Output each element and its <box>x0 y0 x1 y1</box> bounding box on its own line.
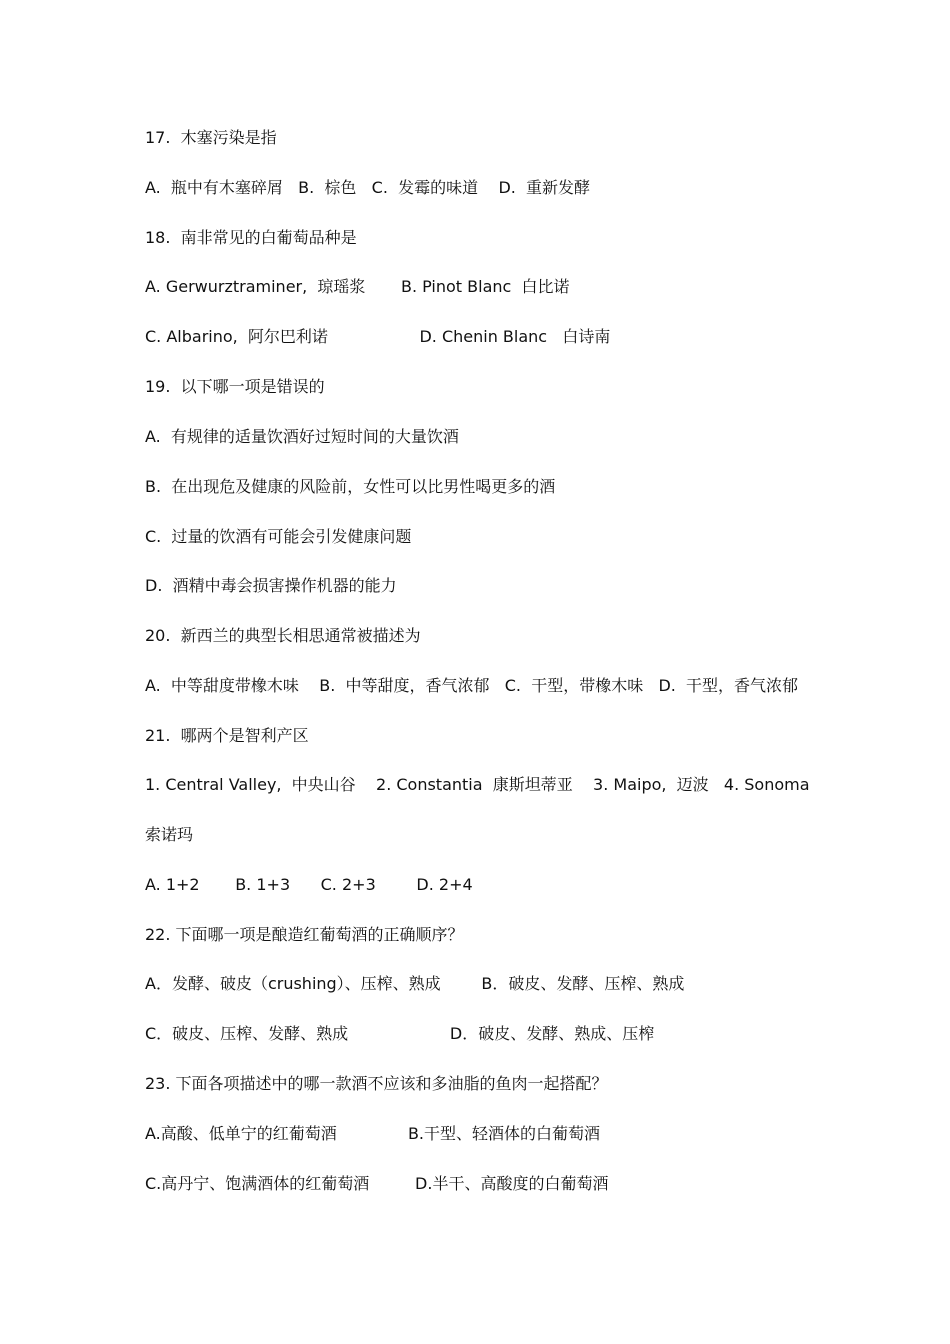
question-17: 17. 木塞污染是指 <box>145 128 277 147</box>
question-23: 23. 下面各项描述中的哪一款酒不应该和多油脂的鱼肉一起搭配？ <box>145 1074 608 1093</box>
question-21-items: 1. Central Valley, 中央山谷 2. Constantia 康斯坦蒂亚 3. Maipo, 迈波 4. Sonoma <box>145 775 810 794</box>
question-18-options-cd: C. Albarino, 阿尔巴利诺 D. Chenin Blanc 白诗南 <box>145 327 611 346</box>
question-19-option-c: C. 过量的饮酒有可能会引发健康问题 <box>145 527 412 546</box>
question-22-options-ab: A．发酵、破皮（crushing）、压榨、熟成 B．破皮、发酵、压榨、熟成 <box>145 974 685 993</box>
question-17-options: A. 瓶中有木塞碎屑 B. 棕色 C. 发霉的味道 D. 重新发酵 <box>145 178 591 197</box>
question-18: 18. 南非常见的白葡萄品种是 <box>145 228 357 247</box>
question-21-items-wrap: 索诺玛 <box>145 825 194 844</box>
question-22: 22. 下面哪一项是酿造红葡萄酒的正确顺序？ <box>145 925 464 944</box>
question-23-options-cd: C.高丹宁、饱满酒体的红葡萄酒 D.半干、高酸度的白葡萄酒 <box>145 1174 609 1193</box>
question-22-options-cd: C．破皮、压榨、发酵、熟成 D．破皮、发酵、熟成、压榨 <box>145 1024 655 1043</box>
question-19-option-b: B. 在出现危及健康的风险前，女性可以比男性喝更多的酒 <box>145 477 556 496</box>
question-21-options: A. 1+2 B. 1+3 C. 2+3 D. 2+4 <box>145 875 473 894</box>
question-20-options: A. 中等甜度带橡木味 B. 中等甜度，香气浓郁 C. 干型，带橡木味 D. 干型，香气浓郁 <box>145 676 799 695</box>
question-19: 19. 以下哪一项是错误的 <box>145 377 325 396</box>
question-19-option-a: A. 有规律的适量饮酒好过短时间的大量饮酒 <box>145 427 459 446</box>
question-21: 21. 哪两个是智利产区 <box>145 726 309 745</box>
question-18-options-ab: A. Gerwurztraminer, 琼瑶浆 B. Pinot Blanc 白比诺 <box>145 277 570 296</box>
question-19-option-d: D. 酒精中毒会损害操作机器的能力 <box>145 576 397 595</box>
question-20: 20. 新西兰的典型长相思通常被描述为 <box>145 626 421 645</box>
question-23-options-ab: A.高酸、低单宁的红葡萄酒 B.干型、轻酒体的白葡萄酒 <box>145 1124 601 1143</box>
